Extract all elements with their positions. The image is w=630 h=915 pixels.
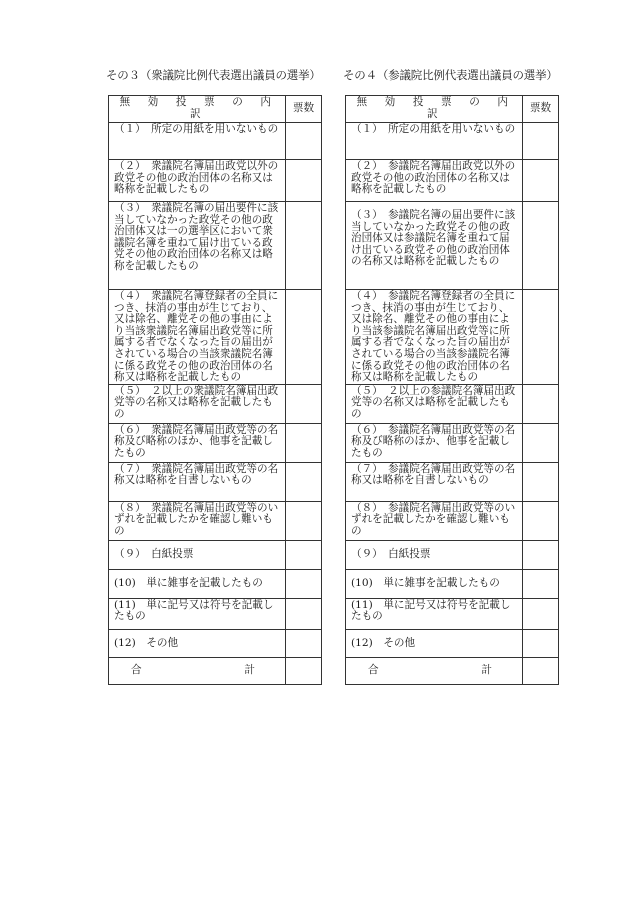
table-row	[346, 540, 559, 569]
row-content: (12) その他	[346, 629, 523, 657]
row-content: （９） 白紙投票	[109, 540, 286, 569]
row-content: （２） 衆議院名簿届出政党以外の政党その他の政治団体の名称又は略称を記載したもの	[109, 160, 286, 202]
count-cell[interactable]	[523, 598, 559, 629]
count-cell[interactable]	[286, 629, 322, 657]
table-row	[109, 290, 322, 385]
table-row	[109, 202, 322, 290]
table-row	[346, 202, 559, 290]
row-content: （４） 衆議院名簿登録者の全員につき、抹消の事由が生じており、又は除名、離党その他の事由により当該衆議院名簿届出政党等に所属する者でなくなった旨の届出がされている場合の当該衆議院名簿に係る政党その他の政治団体の名称又は略称を記載したもの	[109, 290, 286, 385]
count-cell[interactable]	[286, 540, 322, 569]
row-content: （４） 参議院名簿登録者の全員につき、抹消の事由が生じており、又は除名、離党その他の事由により当該参議院名簿届出政党等に所属する者でなくなった旨の届出がされている場合の当該参議院名簿に係る政党その他の政治団体の名称又は略称を記載したもの	[346, 290, 523, 385]
table-row	[109, 569, 322, 598]
invalid-votes-table	[345, 95, 559, 685]
table-row	[109, 598, 322, 629]
table-row	[346, 598, 559, 629]
row-content: （３） 参議院名簿の届出要件に該当していなかった政党その他の政治団体又は参議院名簿を重ねて届け出ている政党その他の政治団体の名称又は略称を記載したもの	[346, 202, 523, 290]
row-content: (11) 単に記号又は符号を記載したもの	[346, 598, 523, 629]
count-cell[interactable]	[286, 384, 322, 423]
table-row	[109, 160, 322, 202]
count-cell[interactable]	[523, 202, 559, 290]
table-row	[346, 290, 559, 385]
row-content: （８） 参議院名簿届出政党等のいずれを記載したかを確認し難いもの	[346, 501, 523, 540]
row-content: (10) 単に雑事を記載したもの	[109, 569, 286, 598]
count-cell[interactable]	[286, 290, 322, 385]
table-row	[109, 501, 322, 540]
table-row	[346, 123, 559, 160]
table-row	[346, 423, 559, 462]
row-content: (12) その他	[109, 629, 286, 657]
table-row	[109, 123, 322, 160]
row-content: （５） ２以上の参議院名簿届出政党等の名称又は略称を記載したもの	[346, 384, 523, 423]
table-row	[346, 629, 559, 657]
header-content: 無 効 投 票 の 内 訳	[346, 96, 523, 123]
table-row	[109, 540, 322, 569]
count-cell[interactable]	[286, 160, 322, 202]
total-row	[346, 657, 559, 684]
count-cell[interactable]	[286, 202, 322, 290]
count-cell[interactable]	[523, 540, 559, 569]
section-caption: その４（参議院比例代表選出議員の選挙）	[343, 68, 558, 82]
row-content: （７） 参議院名簿届出政党等の名称又は略称を自書しないもの	[346, 462, 523, 501]
count-cell[interactable]	[523, 423, 559, 462]
header-content: 無 効 投 票 の 内 訳	[109, 96, 286, 123]
row-content: （８） 衆議院名簿届出政党等のいずれを記載したかを確認し難いもの	[109, 501, 286, 540]
count-cell[interactable]	[286, 423, 322, 462]
count-cell[interactable]	[523, 501, 559, 540]
table-row	[346, 569, 559, 598]
total-label: 合 計	[109, 657, 286, 684]
row-content: （９） 白紙投票	[346, 540, 523, 569]
row-content: （２） 参議院名簿届出政党以外の政党その他の政治団体の名称又は略称を記載したもの	[346, 160, 523, 202]
row-content: （３） 衆議院名簿の届出要件に該当していなかった政党その他の政治団体又は一の選挙区において衆議院名簿を重ねて届け出ている政党その他の政治団体の名称又は略称を記載したもの	[109, 202, 286, 290]
count-cell[interactable]	[523, 384, 559, 423]
total-label: 合 計	[346, 657, 523, 684]
section-house-of-councillors	[345, 68, 558, 685]
count-cell[interactable]	[286, 501, 322, 540]
table-row	[346, 462, 559, 501]
row-content: （５） ２以上の衆議院名簿届出政党等の名称又は略称を記載したもの	[109, 384, 286, 423]
row-content: (11) 単に記号又は符号を記載したもの	[109, 598, 286, 629]
count-cell[interactable]	[523, 160, 559, 202]
header-row	[346, 96, 559, 123]
section-house-of-representatives	[108, 68, 321, 685]
count-cell[interactable]	[286, 598, 322, 629]
total-count-cell[interactable]	[523, 657, 559, 684]
count-cell[interactable]	[286, 569, 322, 598]
header-count: 票数	[286, 96, 322, 123]
table-row	[346, 384, 559, 423]
invalid-votes-table	[108, 95, 322, 685]
table-row	[346, 160, 559, 202]
table-row	[109, 384, 322, 423]
row-content: （７） 衆議院名簿届出政党等の名称又は略称を自書しないもの	[109, 462, 286, 501]
section-caption: その３（衆議院比例代表選出議員の選挙）	[106, 68, 321, 82]
count-cell[interactable]	[523, 290, 559, 385]
table-row	[346, 501, 559, 540]
row-content: （１） 所定の用紙を用いないもの	[346, 123, 523, 160]
header-count: 票数	[523, 96, 559, 123]
count-cell[interactable]	[286, 462, 322, 501]
table-row	[109, 629, 322, 657]
count-cell[interactable]	[523, 123, 559, 160]
table-row	[109, 462, 322, 501]
total-row	[109, 657, 322, 684]
header-row	[109, 96, 322, 123]
count-cell[interactable]	[286, 123, 322, 160]
row-content: （１） 所定の用紙を用いないもの	[109, 123, 286, 160]
table-row	[109, 423, 322, 462]
row-content: （６） 参議院名簿届出政党等の名称及び略称のほか、他事を記載したもの	[346, 423, 523, 462]
total-count-cell[interactable]	[286, 657, 322, 684]
count-cell[interactable]	[523, 569, 559, 598]
row-content: （６） 衆議院名簿届出政党等の名称及び略称のほか、他事を記載したもの	[109, 423, 286, 462]
count-cell[interactable]	[523, 629, 559, 657]
row-content: (10) 単に雑事を記載したもの	[346, 569, 523, 598]
count-cell[interactable]	[523, 462, 559, 501]
